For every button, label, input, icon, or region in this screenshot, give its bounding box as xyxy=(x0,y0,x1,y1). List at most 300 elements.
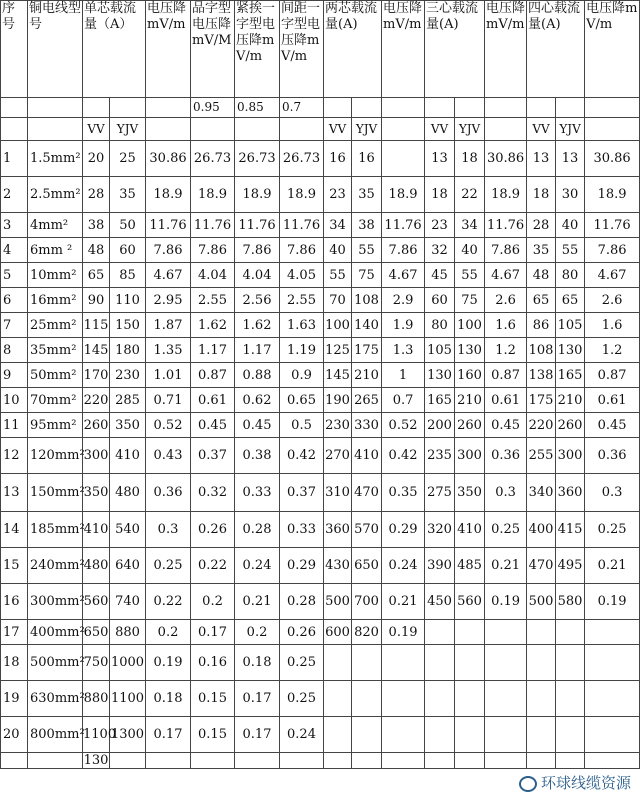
table-cell: 35 xyxy=(352,177,382,213)
table-cell: 485 xyxy=(455,548,485,584)
header-flat-spaced: 间距一字型电压降mV/m xyxy=(280,1,324,98)
table-cell: 1.87 xyxy=(146,313,191,338)
table-cell: 0.17 xyxy=(191,620,235,645)
row-seq: 6 xyxy=(1,288,28,313)
table-cell xyxy=(556,753,585,769)
table-cell: 0.45 xyxy=(485,413,527,438)
table-cell xyxy=(527,753,556,769)
table-cell: 2.55 xyxy=(280,288,324,313)
table-cell: 1100 xyxy=(110,681,146,717)
table-cell: 0.7 xyxy=(382,388,425,413)
table-cell: 28 xyxy=(527,213,556,238)
table-cell: 55 xyxy=(455,263,485,288)
table-cell: 65 xyxy=(556,288,585,313)
table-cell: 32 xyxy=(425,238,455,263)
table-cell xyxy=(585,645,640,681)
table-cell: 11.76 xyxy=(382,213,425,238)
table-cell xyxy=(527,681,556,717)
table-cell: 340 xyxy=(527,474,556,512)
row-seq: 8 xyxy=(1,338,28,363)
table-cell: 300 xyxy=(455,438,485,474)
row-seq: 9 xyxy=(1,363,28,388)
table-cell: 0.3 xyxy=(585,474,640,512)
table-cell: 80 xyxy=(556,263,585,288)
table-row xyxy=(1,288,640,313)
table-cell: 0.2 xyxy=(146,620,191,645)
table-cell: 30.86 xyxy=(146,141,191,177)
table-cell: 1.2 xyxy=(585,338,640,363)
table-row xyxy=(1,548,640,584)
table-cell: 260 xyxy=(455,413,485,438)
table-cell: 0.22 xyxy=(146,584,191,620)
table-cell: 2.9 xyxy=(382,288,425,313)
table-cell: 65 xyxy=(527,288,556,313)
table-cell: 580 xyxy=(556,584,585,620)
table-cell: 0.33 xyxy=(280,512,324,548)
table-cell: 0.26 xyxy=(191,512,235,548)
table-cell: 0.32 xyxy=(191,474,235,512)
table-cell: 400 xyxy=(527,512,556,548)
table-cell: 0.45 xyxy=(191,413,235,438)
table-cell xyxy=(146,753,191,769)
table-cell: 13 xyxy=(527,141,556,177)
table-cell: 18.9 xyxy=(235,177,280,213)
table-cell: 0.25 xyxy=(146,548,191,584)
sub-yjv: YJV xyxy=(556,118,585,141)
table-cell: 75 xyxy=(352,263,382,288)
table-cell: 0.3 xyxy=(146,512,191,548)
row-seq: 20 xyxy=(1,717,28,753)
sub-vv: VV xyxy=(425,118,455,141)
table-cell: 330 xyxy=(352,413,382,438)
table-cell: 130 xyxy=(425,363,455,388)
table-cell: 1.62 xyxy=(235,313,280,338)
table-cell: 38 xyxy=(83,213,110,238)
table-cell: 495 xyxy=(556,548,585,584)
table-cell: 30 xyxy=(556,177,585,213)
table-cell: 480 xyxy=(110,474,146,512)
table-cell: 11.76 xyxy=(585,213,640,238)
table-cell xyxy=(382,645,425,681)
table-cell: 30.86 xyxy=(485,141,527,177)
table-cell: 35 xyxy=(527,238,556,263)
table-cell: 65 xyxy=(83,263,110,288)
table-cell: 11.76 xyxy=(146,213,191,238)
table-cell: 265 xyxy=(352,388,382,413)
table-cell: 360 xyxy=(324,512,352,548)
table-cell xyxy=(485,620,527,645)
table-cell: 0.17 xyxy=(235,681,280,717)
table-cell: 18.9 xyxy=(280,177,324,213)
table-cell: 310 xyxy=(324,474,352,512)
table-cell: 1.17 xyxy=(191,338,235,363)
header-four-core: 四心载流量(A) xyxy=(527,1,585,98)
table-cell xyxy=(352,753,382,769)
table-cell: 0.2 xyxy=(235,620,280,645)
table-cell: 110 xyxy=(110,288,146,313)
table-cell: 80 xyxy=(425,313,455,338)
table-cell: 0.24 xyxy=(280,717,324,753)
table-cell: 0.9 xyxy=(280,363,324,388)
table-cell xyxy=(352,681,382,717)
table-cell: 16 xyxy=(324,141,352,177)
table-cell: 4.67 xyxy=(585,263,640,288)
table-cell: 430 xyxy=(324,548,352,584)
table-cell: 270 xyxy=(324,438,352,474)
table-cell: 0.21 xyxy=(235,584,280,620)
table-cell: 165 xyxy=(425,388,455,413)
table-cell: 0.22 xyxy=(191,548,235,584)
table-cell: 48 xyxy=(83,238,110,263)
sub-vv: VV xyxy=(527,118,556,141)
table-cell: 34 xyxy=(324,213,352,238)
sub-vv: VV xyxy=(324,118,352,141)
table-cell: 160 xyxy=(455,363,485,388)
table-row xyxy=(1,338,640,363)
table-cell: 4.04 xyxy=(235,263,280,288)
table-cell: 360 xyxy=(556,474,585,512)
table-cell: 1.63 xyxy=(280,313,324,338)
sub-yjv: YJV xyxy=(455,118,485,141)
table-cell: 0.17 xyxy=(235,717,280,753)
table-row xyxy=(1,177,640,213)
table-cell xyxy=(191,753,235,769)
table-row xyxy=(1,388,640,413)
table-cell: 0.28 xyxy=(235,512,280,548)
table-cell: 410 xyxy=(352,438,382,474)
table-cell: 210 xyxy=(455,388,485,413)
table-cell: 18 xyxy=(425,177,455,213)
table-cell: 7.86 xyxy=(485,238,527,263)
table-cell: 0.87 xyxy=(485,363,527,388)
table-cell: 320 xyxy=(425,512,455,548)
row-model xyxy=(28,753,83,769)
table-cell: 0.15 xyxy=(191,681,235,717)
row-model: 240mm² xyxy=(28,548,83,584)
table-cell: 220 xyxy=(527,413,556,438)
table-cell: 0.33 xyxy=(235,474,280,512)
table-cell: 2.6 xyxy=(485,288,527,313)
table-cell: 2.95 xyxy=(146,288,191,313)
table-cell: 18.9 xyxy=(191,177,235,213)
table-cell: 0.3 xyxy=(485,474,527,512)
wechat-icon xyxy=(519,776,537,792)
row-model: 500mm² xyxy=(28,645,83,681)
header-three-core: 三心载流量(A) xyxy=(425,1,485,98)
table-cell xyxy=(425,753,455,769)
table-cell: 165 xyxy=(556,363,585,388)
table-cell: 470 xyxy=(352,474,382,512)
table-cell: 0.24 xyxy=(235,548,280,584)
table-cell: 0.61 xyxy=(191,388,235,413)
row-seq: 12 xyxy=(1,438,28,474)
row-seq: 15 xyxy=(1,548,28,584)
row-model: 630mm² xyxy=(28,681,83,717)
table-cell: 0.36 xyxy=(485,438,527,474)
table-cell: 2.55 xyxy=(191,288,235,313)
table-cell: 18.9 xyxy=(485,177,527,213)
table-cell: 140 xyxy=(352,313,382,338)
table-cell xyxy=(235,753,280,769)
table-cell xyxy=(527,717,556,753)
table-cell: 38 xyxy=(352,213,382,238)
row-model: 150mm² xyxy=(28,474,83,512)
coef-flat-touching: 0.85 xyxy=(235,98,280,118)
watermark xyxy=(516,772,634,793)
table-cell: 0.25 xyxy=(280,681,324,717)
table-cell: 190 xyxy=(324,388,352,413)
sub-yjv: YJV xyxy=(110,118,146,141)
table-cell: 180 xyxy=(110,338,146,363)
table-cell: 11.76 xyxy=(280,213,324,238)
table-cell xyxy=(425,717,455,753)
row-seq: 19 xyxy=(1,681,28,717)
row-seq: 13 xyxy=(1,474,28,512)
table-cell: 11.76 xyxy=(485,213,527,238)
table-cell xyxy=(455,717,485,753)
table-cell: 20 xyxy=(83,141,110,177)
table-cell: 1.2 xyxy=(485,338,527,363)
table-cell: 0.61 xyxy=(585,388,640,413)
table-row xyxy=(1,438,640,474)
row-model: 25mm² xyxy=(28,313,83,338)
row-seq: 11 xyxy=(1,413,28,438)
table-cell: 0.88 xyxy=(235,363,280,388)
table-cell: 0.62 xyxy=(235,388,280,413)
table-cell: 4.05 xyxy=(280,263,324,288)
table-cell: 200 xyxy=(425,413,455,438)
header-single-core: 单芯载流量（A） xyxy=(83,1,146,98)
table-cell: 130 xyxy=(556,338,585,363)
table-cell: 55 xyxy=(556,238,585,263)
table-cell: 640 xyxy=(110,548,146,584)
table-cell: 0.15 xyxy=(191,717,235,753)
header-voltage-drop-4: 电压降mV/m xyxy=(585,1,640,98)
table-cell xyxy=(425,620,455,645)
table-cell: 650 xyxy=(83,620,110,645)
table-cell: 75 xyxy=(455,288,485,313)
table-cell: 30.86 xyxy=(585,141,640,177)
table-cell: 880 xyxy=(83,681,110,717)
table-cell xyxy=(485,645,527,681)
table-cell: 85 xyxy=(110,263,146,288)
table-cell: 0.61 xyxy=(485,388,527,413)
table-cell: 105 xyxy=(425,338,455,363)
table-cell: 0.21 xyxy=(382,584,425,620)
table-cell: 500 xyxy=(527,584,556,620)
table-cell: 7.86 xyxy=(585,238,640,263)
table-cell: 86 xyxy=(527,313,556,338)
table-cell: 100 xyxy=(324,313,352,338)
table-cell: 26.73 xyxy=(191,141,235,177)
table-cell xyxy=(556,717,585,753)
table-cell: 175 xyxy=(527,388,556,413)
table-cell: 1.17 xyxy=(235,338,280,363)
row-seq: 10 xyxy=(1,388,28,413)
table-cell: 570 xyxy=(352,512,382,548)
table-cell: 18 xyxy=(527,177,556,213)
table-cell: 18.9 xyxy=(585,177,640,213)
table-cell: 0.43 xyxy=(146,438,191,474)
table-cell xyxy=(324,645,352,681)
coef-flat-spaced: 0.7 xyxy=(280,98,324,118)
table-row xyxy=(1,313,640,338)
table-cell: 0.28 xyxy=(280,584,324,620)
watermark-text: 环球线缆资源 xyxy=(540,774,631,792)
table-cell: 0.16 xyxy=(191,645,235,681)
sub-vv: VV xyxy=(83,118,110,141)
table-cell: 11.76 xyxy=(191,213,235,238)
table-cell: 0.17 xyxy=(146,717,191,753)
table-cell: 1.01 xyxy=(146,363,191,388)
table-cell xyxy=(324,753,352,769)
table-row xyxy=(1,512,640,548)
table-cell: 0.21 xyxy=(585,548,640,584)
table-cell: 16 xyxy=(352,141,382,177)
table-cell: 560 xyxy=(83,584,110,620)
table-cell: 0.42 xyxy=(280,438,324,474)
row-seq: 16 xyxy=(1,584,28,620)
table-cell: 130 xyxy=(83,753,109,768)
table-cell: 145 xyxy=(83,338,110,363)
table-cell: 220 xyxy=(83,388,110,413)
table-cell: 255 xyxy=(527,438,556,474)
table-row xyxy=(1,620,640,645)
table-cell: 0.71 xyxy=(146,388,191,413)
table-cell: 350 xyxy=(455,474,485,512)
table-cell: 50 xyxy=(110,213,146,238)
sub-yjv: YJV xyxy=(352,118,382,141)
table-cell: 1.35 xyxy=(146,338,191,363)
table-row xyxy=(1,753,640,769)
table-cell: 210 xyxy=(352,363,382,388)
table-cell: 0.87 xyxy=(585,363,640,388)
header-flat-touching: 紧挨一字型电压降mV/m xyxy=(235,1,280,98)
table-cell: 28 xyxy=(83,177,110,213)
table-cell: 4.67 xyxy=(485,263,527,288)
table-cell: 0.25 xyxy=(585,512,640,548)
row-model: 50mm² xyxy=(28,363,83,388)
table-cell: 26.73 xyxy=(235,141,280,177)
table-cell: 40 xyxy=(556,213,585,238)
table-cell: 1 xyxy=(382,363,425,388)
table-cell xyxy=(585,717,640,753)
table-cell: 0.52 xyxy=(146,413,191,438)
table-cell xyxy=(585,620,640,645)
table-cell: 22 xyxy=(455,177,485,213)
table-cell: 300 xyxy=(556,438,585,474)
table-cell: 13 xyxy=(425,141,455,177)
table-cell: 18.9 xyxy=(382,177,425,213)
table-cell: 23 xyxy=(425,213,455,238)
table-cell: 105 xyxy=(556,313,585,338)
table-cell: 130 xyxy=(455,338,485,363)
table-cell xyxy=(425,645,455,681)
table-cell: 1.6 xyxy=(485,313,527,338)
table-cell: 390 xyxy=(425,548,455,584)
row-seq xyxy=(1,753,28,769)
header-voltage-drop-3: 电压降mV/m xyxy=(485,1,527,98)
coef-trefoil: 0.95 xyxy=(191,98,235,118)
table-cell: 70 xyxy=(324,288,352,313)
header-trefoil: 品字型电压降mV/M xyxy=(191,1,235,98)
table-cell: 1.19 xyxy=(280,338,324,363)
table-cell: 34 xyxy=(455,213,485,238)
table-cell: 7.86 xyxy=(382,238,425,263)
table-cell: 0.35 xyxy=(382,474,425,512)
table-cell: 108 xyxy=(527,338,556,363)
table-cell xyxy=(352,645,382,681)
table-cell: 820 xyxy=(352,620,382,645)
table-cell: 11.76 xyxy=(235,213,280,238)
table-cell xyxy=(425,681,455,717)
header-voltage-drop: 电压降mV/m xyxy=(146,1,191,98)
table-cell xyxy=(485,681,527,717)
table-cell: 0.36 xyxy=(146,474,191,512)
table-cell: 0.45 xyxy=(235,413,280,438)
table-cell: 415 xyxy=(556,512,585,548)
table-cell xyxy=(455,645,485,681)
table-cell xyxy=(556,620,585,645)
row-model: 10mm² xyxy=(28,263,83,288)
coefficient-row xyxy=(1,98,640,118)
table-cell xyxy=(585,681,640,717)
table-cell xyxy=(527,620,556,645)
table-cell: 55 xyxy=(352,238,382,263)
table-cell: 60 xyxy=(425,288,455,313)
table-cell: 7.86 xyxy=(146,238,191,263)
table-cell xyxy=(352,717,382,753)
row-seq: 3 xyxy=(1,213,28,238)
table-cell: 0.42 xyxy=(382,438,425,474)
table-cell: 40 xyxy=(324,238,352,263)
table-cell: 2.56 xyxy=(235,288,280,313)
table-cell: 145 xyxy=(324,363,352,388)
header-two-core: 两芯载流量(A) xyxy=(324,1,382,98)
table-cell: 235 xyxy=(425,438,455,474)
table-cell: 0.37 xyxy=(191,438,235,474)
table-cell xyxy=(382,141,425,177)
table-cell: 175 xyxy=(352,338,382,363)
table-cell xyxy=(382,681,425,717)
header-model: 铜电线型号 xyxy=(28,1,83,98)
table-cell: 0.26 xyxy=(280,620,324,645)
table-cell: 4.67 xyxy=(146,263,191,288)
table-cell: 275 xyxy=(425,474,455,512)
table-cell: 230 xyxy=(110,363,146,388)
table-cell: 1300 xyxy=(110,717,146,753)
table-cell: 210 xyxy=(556,388,585,413)
table-cell: 350 xyxy=(110,413,146,438)
table-cell: 740 xyxy=(110,584,146,620)
table-cell: 1.3 xyxy=(382,338,425,363)
table-cell xyxy=(324,681,352,717)
table-cell: 7.86 xyxy=(191,238,235,263)
table-cell: 45 xyxy=(425,263,455,288)
table-cell: 880 xyxy=(110,620,146,645)
row-model: 35mm² xyxy=(28,338,83,363)
table-cell: 18 xyxy=(455,141,485,177)
table-cell: 540 xyxy=(110,512,146,548)
table-cell: 410 xyxy=(455,512,485,548)
table-row xyxy=(1,213,640,238)
table-cell: 7.86 xyxy=(280,238,324,263)
table-cell xyxy=(324,717,352,753)
table-cell xyxy=(556,681,585,717)
row-model: 300mm² xyxy=(28,584,83,620)
table-cell: 0.19 xyxy=(146,645,191,681)
row-model: 70mm² xyxy=(28,388,83,413)
